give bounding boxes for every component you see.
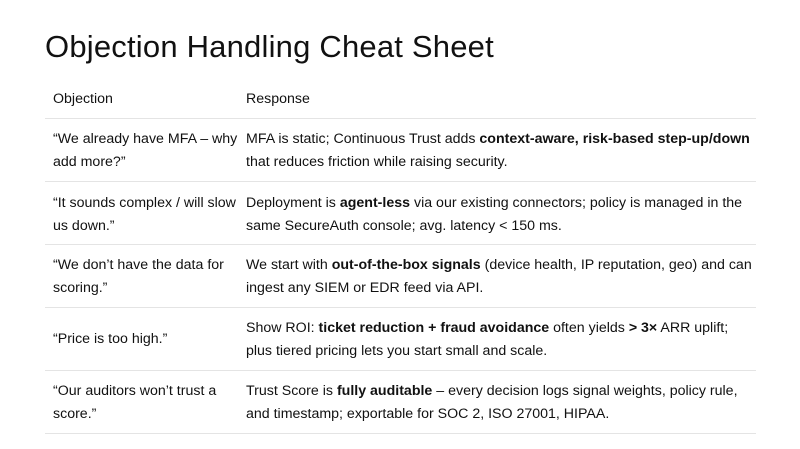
response-emphasis: ticket reduction + fraud avoidance: [318, 319, 550, 336]
response-text: often yields: [549, 319, 629, 336]
response-text: Deployment is: [246, 194, 340, 211]
response-emphasis: > 3×: [628, 319, 658, 336]
response-text: that reduces friction while raising security.: [246, 153, 508, 170]
column-header-objection: Objection: [45, 80, 238, 118]
response-cell: [238, 118, 756, 181]
table-row: [45, 370, 756, 433]
response-emphasis: agent-less: [339, 194, 411, 211]
response-text: MFA is static; Continuous Trust adds: [246, 130, 480, 147]
response-text: – every decision logs signal weights, policy rule, and timestamp; exportable for SOC 2, ISO 27001, HIPAA.: [246, 382, 738, 422]
response-emphasis: context-aware, risk-based step-up/down: [479, 130, 750, 147]
objection-cell: “We don’t have the data for scoring.”: [45, 244, 238, 307]
objection-cell: “Our auditors won’t trust a score.”: [45, 370, 238, 433]
response-text: (device health, IP reputation, geo) and can ingest any SIEM or EDR feed via API.: [246, 256, 752, 296]
response-text: ARR uplift; plus tiered pricing lets you start small and scale.: [246, 319, 729, 359]
objection-cell: “It sounds complex / will slow us down.”: [45, 181, 238, 244]
table-row: [45, 307, 756, 370]
response-text: via our existing connectors; policy is managed in the same SecureAuth console; avg. latency < 150 ms.: [246, 194, 743, 234]
page-title: Objection Handling Cheat Sheet: [45, 29, 494, 64]
objection-cell: “Price is too high.”: [45, 307, 238, 370]
response-text: We start with: [246, 256, 332, 273]
response-cell: [238, 307, 756, 370]
objection-table: [45, 80, 756, 434]
response-cell: [238, 244, 756, 307]
table-row: [45, 181, 756, 244]
table-row: [45, 244, 756, 307]
response-emphasis: fully auditable: [336, 382, 433, 399]
response-emphasis: out-of-the-box signals: [331, 256, 481, 273]
objection-cell: “We already have MFA – why add more?”: [45, 118, 238, 181]
response-text: Show ROI:: [246, 319, 319, 336]
response-cell: [238, 370, 756, 433]
table-header-row: [45, 80, 756, 118]
response-cell: [238, 181, 756, 244]
column-header-response: Response: [238, 80, 756, 118]
table-row: [45, 118, 756, 181]
response-text: Trust Score is: [246, 382, 337, 399]
